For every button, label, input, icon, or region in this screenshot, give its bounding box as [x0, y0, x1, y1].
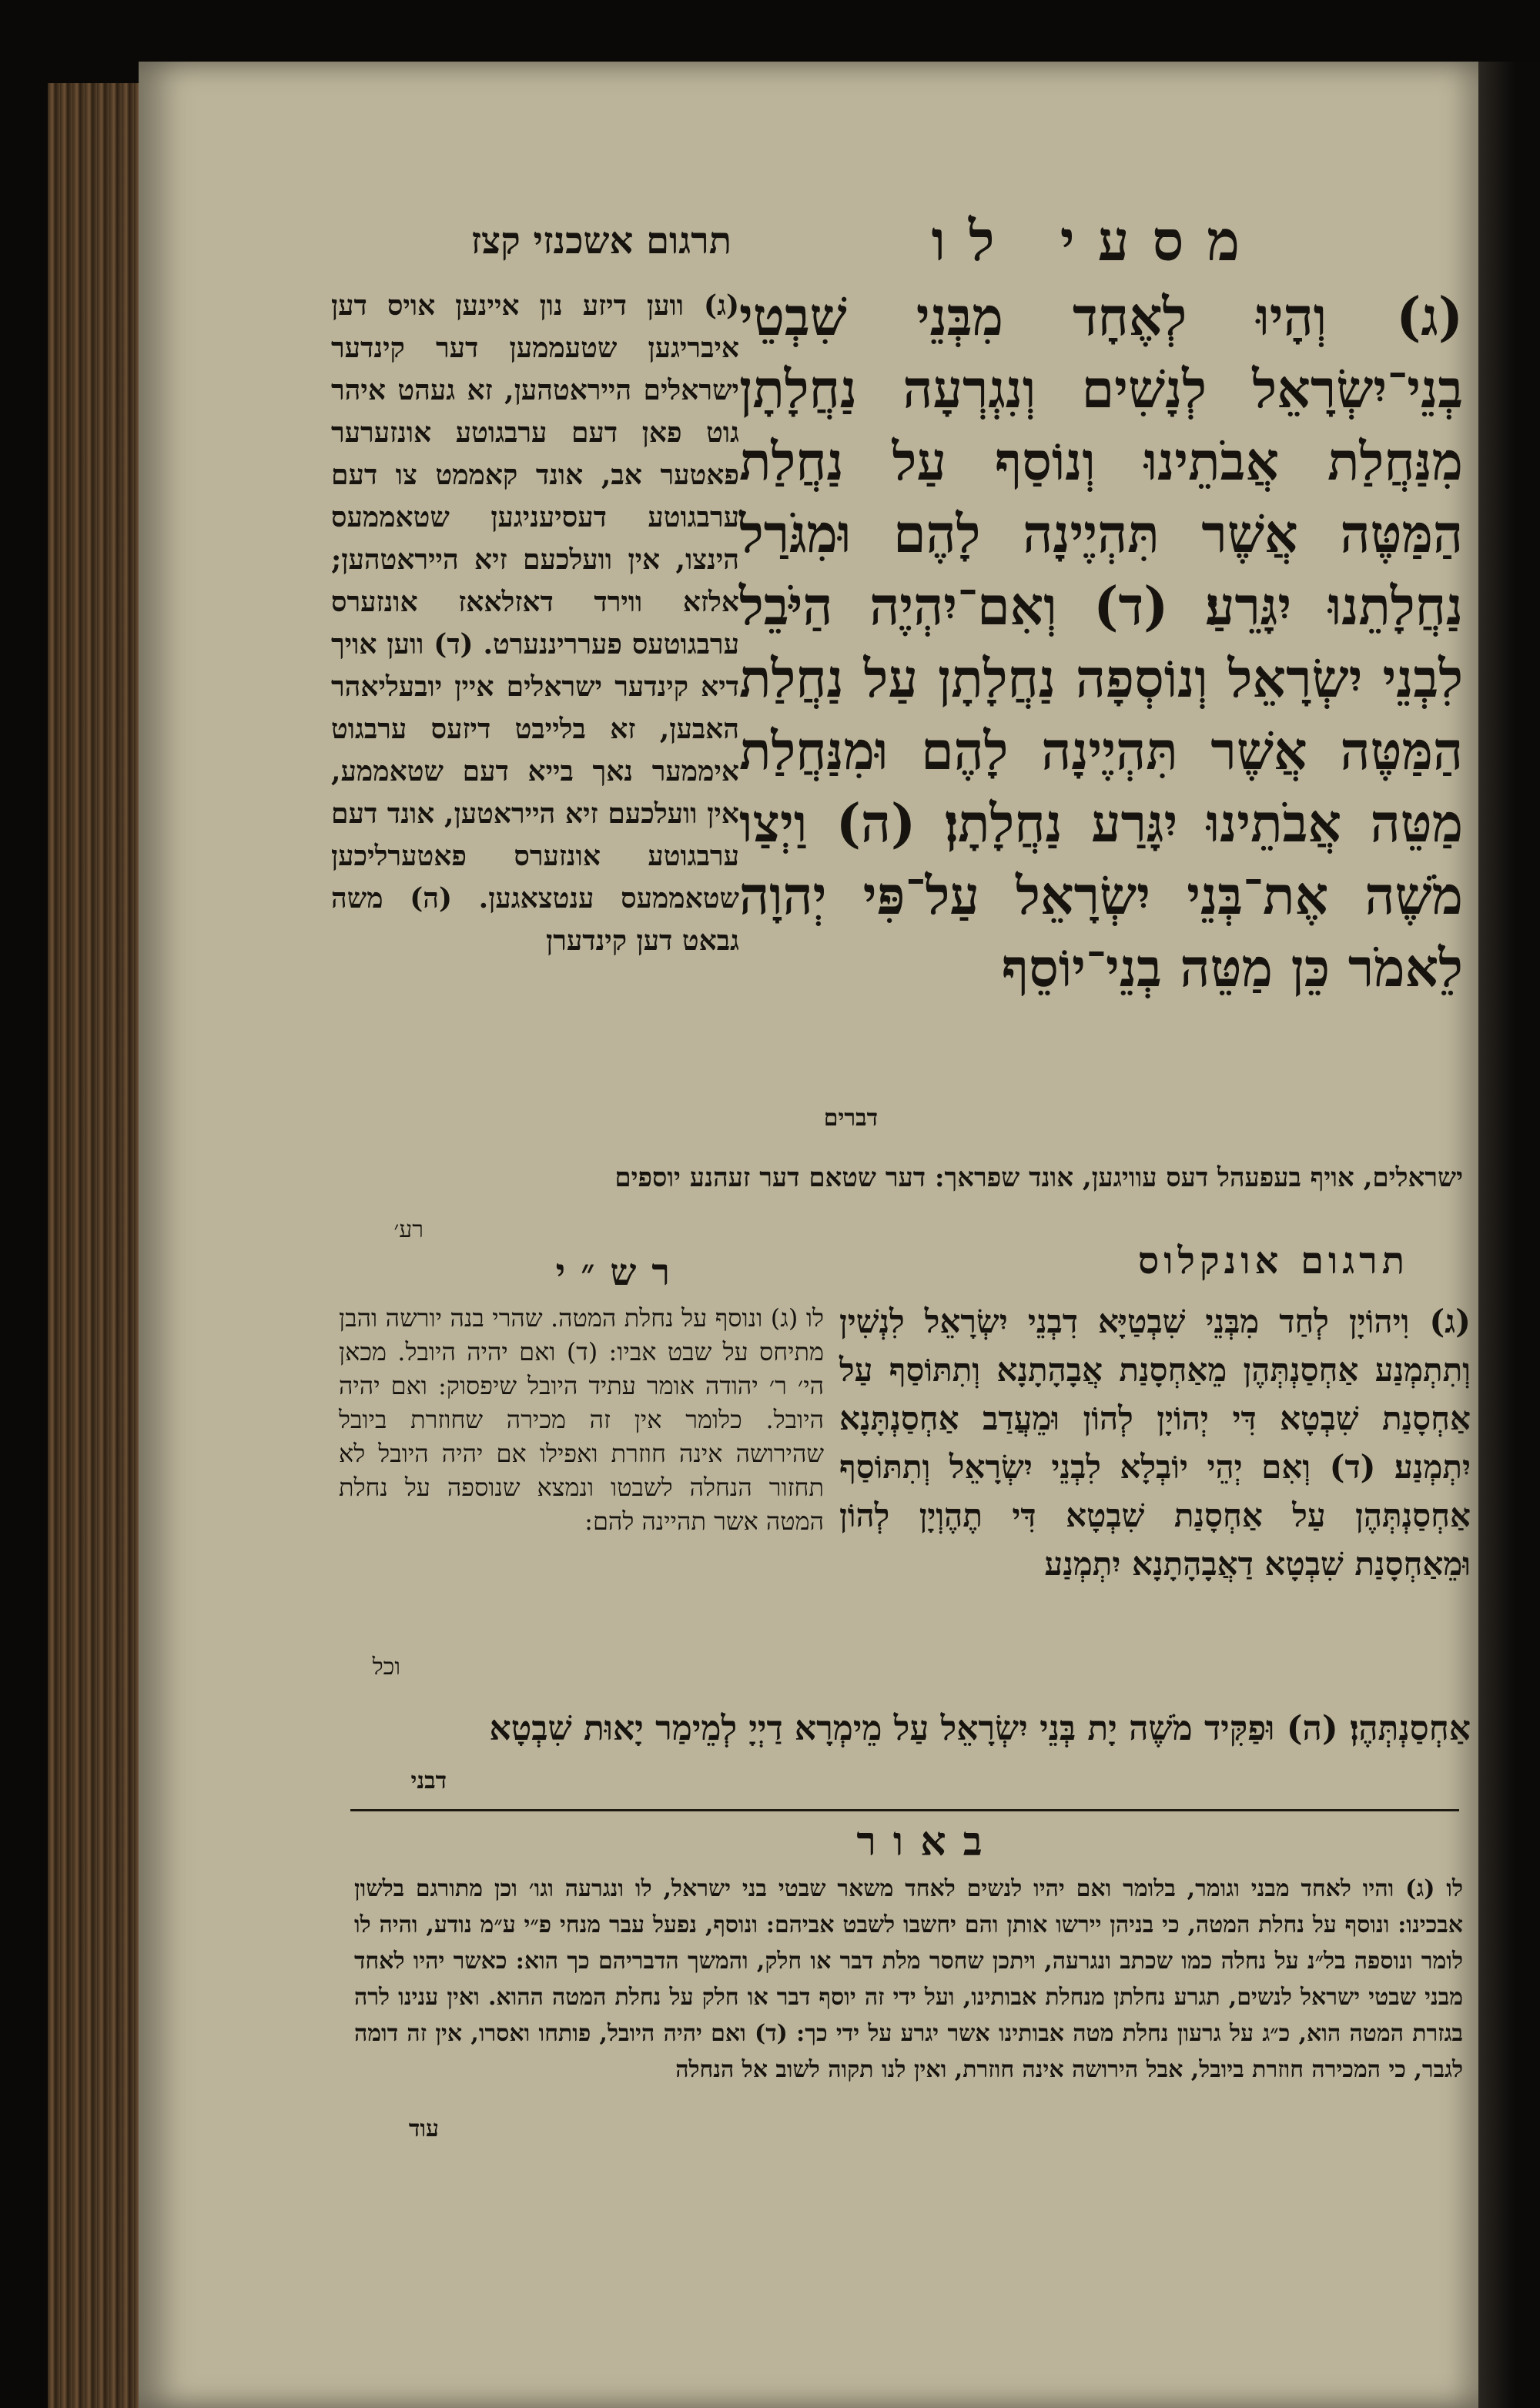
ashkenazi-translation-header: תרגום אשכנזי קצז: [470, 219, 732, 263]
rashi-commentary-text: לו (ג) ונוסף על נחלת המטה. שהרי בנה יורשה והבן מתיחס על שבט אביו: (ד) ואם יהיה היובל. מכאן הי׳ ר׳ יהודה אומר עתיד היובל שיפסוק: ואם יהיה היובל. כלומר אין זה מכירה שחוזרת ביובל שהירושה אינה חוזרת ואפילו אם יהיה היובל לא תחזור הנחלה לשבטו ונמצא שנוספה על נחלת המטה אשר תהיינה להם:: [339, 1303, 824, 1536]
biur-catchword: עוד: [408, 2115, 439, 2142]
onkelos-last-line: אַחְסַנְתְּהֶן׃ (ה) וּפַקִּיד מֹשֶׁה יָת בְּנֵי יִשְׂרָאֵל עַל מֵימְרָא דַיְיָ לְמֵימַר יָאוּת שִׁבְטָא: [489, 1709, 1471, 1748]
rashi-catchword: וכל: [372, 1654, 400, 1681]
rashi-header: רש״י: [555, 1251, 685, 1294]
main-text-header: מסעי לו: [931, 208, 1263, 273]
biur-header: באור: [856, 1818, 999, 1865]
torah-main-text: (ג) וְהָיוּ לְאֶחָד מִבְּנֵי שִׁבְטֵי בְנֵי־יִשְׂרָאֵל לְנָשִׁים וְנִגְרְעָה נַחֲלָתָן מִנַּחֲלַת אֲבֹתֵינוּ וְנוֹסַף עַל נַחֲלַת הַמַּטֶּה אֲשֶׁר תִּהְיֶינָה לָהֶם וּמִגֹּרַל נַחֲלָתֵנוּ יִגָּרֵעַ׃ (ד) וְאִם־יִהְיֶה הַיֹּבֵל לִבְנֵי יִשְׂרָאֵל וְנוֹסְפָה נַחֲלָתָן עַל נַחֲלַת הַמַּטֶּה אֲשֶׁר תִּהְיֶינָה לָהֶם וּמִנַּחֲלַת מַטֵּה אֲבֹתֵינוּ יִגָּרַע נַחֲלָתָן׃ (ה) וַיְצַו מֹשֶׁה אֶת־בְּנֵי יִשְׂרָאֵל עַל־פִּי יְהוָה לֵאמֹר כֵּן מַטֵּה בְנֵי־יוֹסֵף: [739, 286, 1463, 999]
onkelos-catchword: דבני: [410, 1768, 447, 1794]
section-divider: [350, 1809, 1459, 1811]
onkelos-text: (ג) וִיהוֹיָן לְחַד מִבְּנֵי שִׁבְטַיָּא דִבְנֵי יִשְׂרָאֵל לִנְשִׁין וְתִתְמְנַע אַחְסַנְתְּהֶן מֵאַחְסָנַת אֲבָהָתָנָא וְתִתּוֹסַף עַל אַחְסָנַת שִׁבְטָא דִּי יְהוֹיָן לְהוֹן וּמֵעֲדַב אַחְסַנְתָּנָא יִתְמְנַע׃ (ד) וְאִם יְהֵי יוֹבְלָא לִבְנֵי יִשְׂרָאֵל וְתִתּוֹסַף אַחְסַנְתְּהֶן עַל אַחְסָנַת שִׁבְטָא דִּי תֶהֶוְיָן לְהוֹן וּמֵאַחְסָנַת שִׁבְטָא דַאֲבָהָתָנָא יִתְמְנַע: [839, 1303, 1471, 1583]
onkelos-header: תרגום אונקלוס: [1137, 1239, 1409, 1283]
ashkenazi-translation-text: (ג) ווען דיזע נון איינען אויס דען איבריגען שטעממען דער קינדער ישראלים הייראטהען, זא געהט איהר גוט פאן דעם ערבגוטע אונזערער פאטער אב, אונד קאממט צו דעם ערבגוטע דעסיעניגען שטאממעס הינצו, אין וועלכעם זיא הייראטהען; אלזא ווירד דאזלאאז אונזערס ערבגוטעס פערריננערט. (ד) ווען אויך דיא קינדער ישראלים איין יובעליאהר האבען, זא בלייבט דיזעס ערבגוט איממער נאך בייא דעם שטאממע, אין וועלכעם זיא הייראטען, אונד דעם ערבגוטע אונזערס פאטערליכען שטאממעס ענטצאגען. (ה) משה גבאט דען קינדערן: [331, 289, 739, 957]
biur-commentary-text: לו (ג) והיו לאחד מבני וגומר, בלומר ואם יהיו לנשים לאחד משאר שבטי בני ישראל, לו ונגרעה וגו׳ וכן מתורגם בלשון אבכינו: ונוסף על נחלת המטה, כי בניהן יירשו אותן והם יחשבו לשבט אביהם: ונוסף, נפעל עבר מנחי פ״י ע״מ נודע, והיה לו לומר ונוספה בל״נ על נחלה כמו שכתב ונגרעה, ויתכן שחסר מלת דבר או חלק, והמשך הדבריהם כך הוא: כאשר יהיו לאחד מבני שבטי ישראל לנשים, תגרע נחלתן מנחלת אבותינו, ועל ידי זה יוסף דבר או חלק על נחלת המטה ההוא. ואין ענינו לרה בגזרת המטה הוא, כ״ג על גרעון נחלת מטה אבותינו אשר יגרע על ידי כך: (ד) ואם יהיה היובל, פותחו ואסרו, אין זה דומה לגבר, כי המכירה חוזרת ביובל, אבל הירושה אינה חוזרת, ואין לנו תקוה לשוב אל הנחלה: [354, 1875, 1463, 2083]
ashkenazi-translation-bottom-line: ישראלים, אויף בעפעהל דעס עוויגען, אונד שפראך: דער שטאם דער זעהנע יוספים: [614, 1162, 1463, 1193]
ashkenazi-catchword: רע׳: [393, 1216, 424, 1243]
gutter-shadow: [1478, 62, 1540, 2408]
main-catchword: דברים: [823, 1105, 878, 1132]
